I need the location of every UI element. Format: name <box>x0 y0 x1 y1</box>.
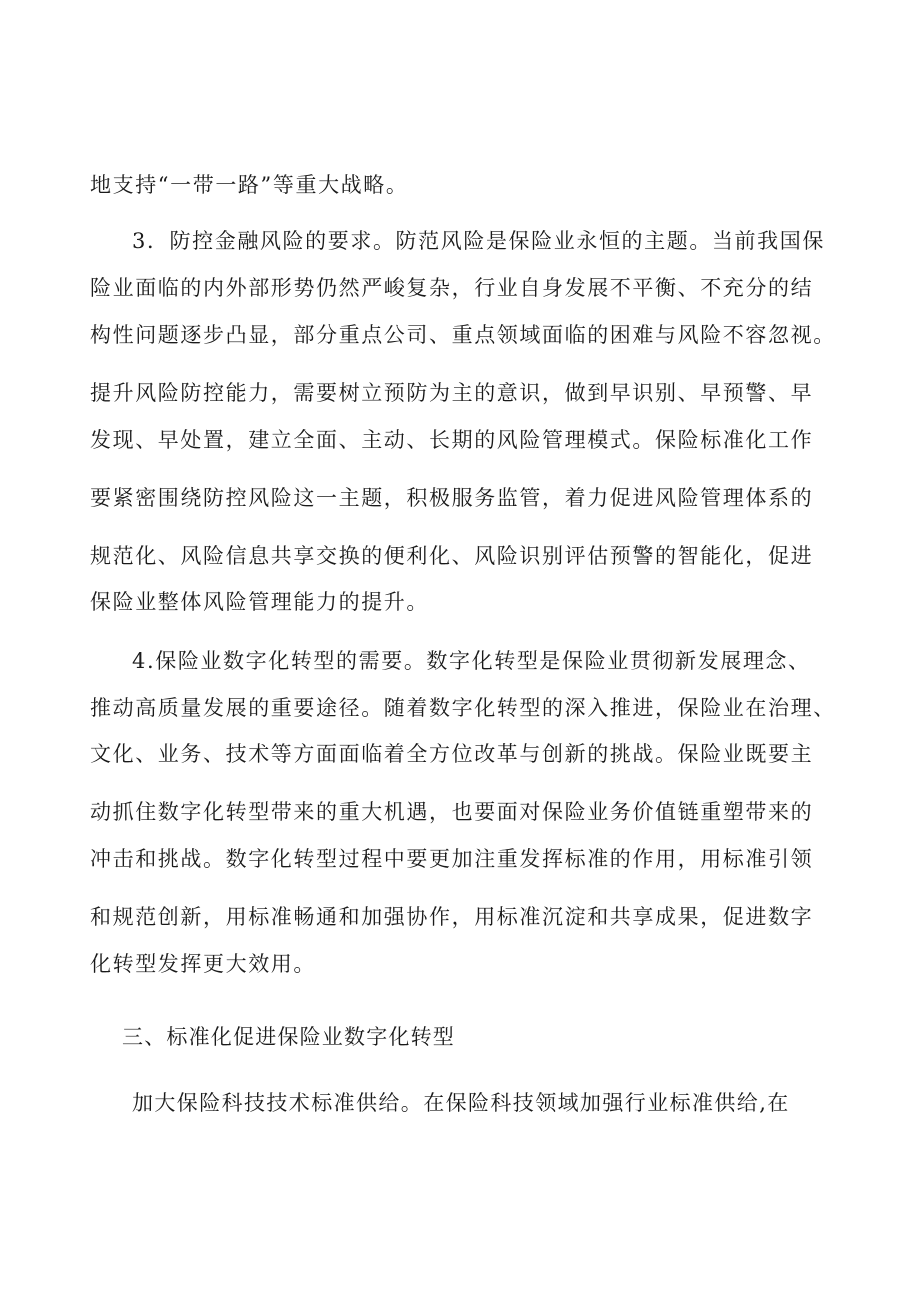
paragraph-4-line-1: 4.保险业数字化转型的需要。数字化转型是保险业贯彻新发展理念、 <box>132 649 811 673</box>
paragraph-4-line-3: 文化、业务、技术等方面面临着全方位改革与创新的挑战。保险业既要主 <box>90 742 814 766</box>
paragraph-5-line-1: 加大保险科技技术标准供给。在保险科技领域加强行业标准供给,在 <box>132 1091 790 1115</box>
paragraph-4-line-4: 动抓住数字化转型带来的重大机遇，也要面对保险业务价值链重塑带来的 <box>90 800 814 824</box>
paragraph-3-line-5: 发现、早处置，建立全面、主动、长期的风险管理模式。保险标准化工作 <box>90 428 814 452</box>
paragraph-3-line-4: 提升风险防控能力，需要树立预防为主的意识，做到早识别、早预警、早 <box>90 381 814 405</box>
paragraph-3-line-1: 3．防控金融风险的要求。防范风险是保险业永恒的主题。当前我国保 <box>132 229 825 253</box>
paragraph-4-line-2: 推动高质量发展的重要途径。随着数字化转型的深入推进，保险业在治理、 <box>90 696 836 720</box>
paragraph-3-line-8: 保险业整体风险管理能力的提升。 <box>90 590 429 614</box>
paragraph-4-line-6: 和规范创新，用标准畅通和加强协作，用标准沉淀和共享成果，促进数字 <box>90 905 814 929</box>
paragraph-intro-line-1: 地支持“一带一路”等重大战略。 <box>90 173 409 197</box>
section-heading: 三、标准化促进保险业数字化转型 <box>122 1025 455 1049</box>
paragraph-4-line-5: 冲击和挑战。数字化转型过程中要更加注重发挥标准的作用，用标准引领 <box>90 847 814 871</box>
paragraph-4-line-7: 化转型发挥更大效用。 <box>90 952 316 976</box>
paragraph-3-line-6: 要紧密围绕防控风险这一主题，积极服务监管，着力促进风险管理体系的 <box>90 486 814 510</box>
paragraph-3-line-7: 规范化、风险信息共享交换的便利化、风险识别评估预警的智能化，促进 <box>90 544 814 568</box>
paragraph-3-line-2: 险业面临的内外部形势仍然严峻复杂，行业自身发展不平衡、不充分的结 <box>90 276 814 300</box>
paragraph-3-line-3: 构性问题逐步凸显，部分重点公司、重点领域面临的困难与风险不容忽视。 <box>90 323 836 347</box>
